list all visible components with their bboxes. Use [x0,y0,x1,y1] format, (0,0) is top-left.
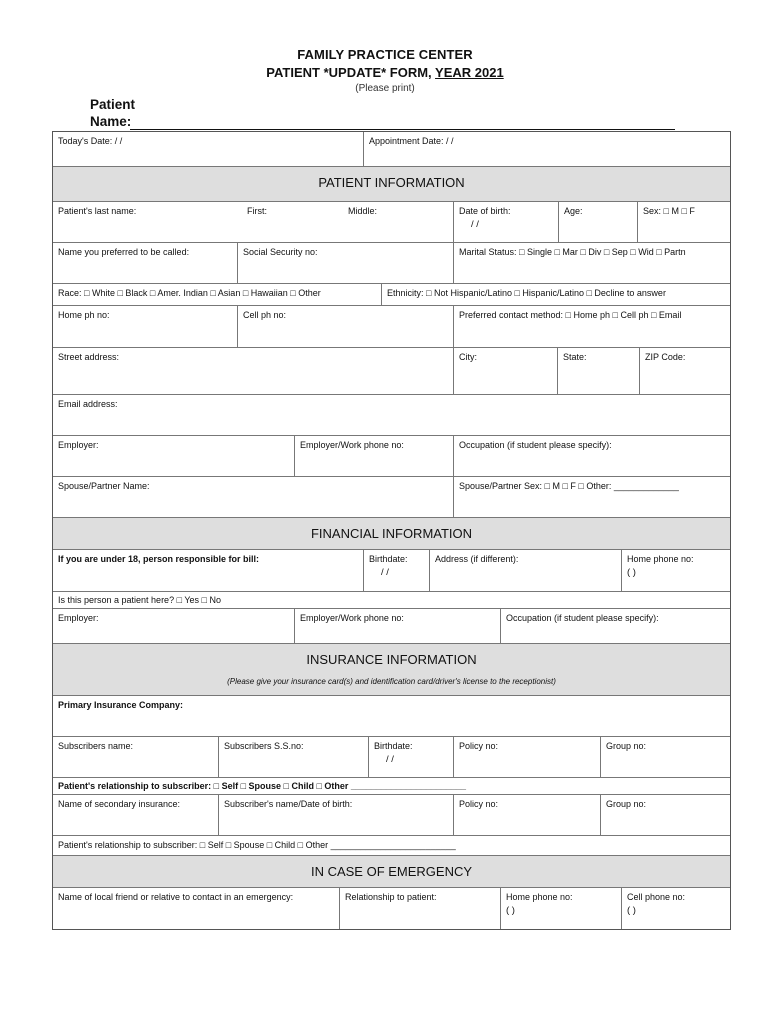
subscriber-ssn-field[interactable]: Subscribers S.S.no: [219,737,369,778]
responsible-home-phone-field[interactable] [622,550,730,592]
street-address-field[interactable]: Street address: [53,348,454,395]
insurance-note: (Please give your insurance card(s) and identification card/driver's license to the receptionist) [227,677,556,686]
secondary-subscriber-field[interactable]: Subscriber's name/Date of birth: [219,795,454,836]
responsible-party-field[interactable] [53,550,364,592]
please-print-note: (Please print) [355,83,415,94]
emergency-contact-name-field[interactable]: Name of local friend or relative to contact in an emergency: [53,888,340,929]
subscriber-birthdate-label: Birthdate: [374,741,413,751]
primary-relationship-checkboxes[interactable] [53,778,730,795]
ethnicity-checkboxes[interactable]: Ethnicity: □ Not Hispanic/Latino □ Hispanic/Latino □ Decline to answer [382,284,730,306]
responsible-home-phone-paren: ( ) [627,567,636,578]
patient-first-name-field[interactable]: First: [242,202,343,243]
emergency-cell-phone-label: Cell phone no: [627,892,686,902]
form-title: FAMILY PRACTICE CENTER [297,47,473,62]
group-number-field[interactable]: Group no: [601,737,730,778]
responsible-employer-field[interactable]: Employer: [53,609,295,644]
policy-number-field[interactable]: Policy no: [454,737,601,778]
responsible-birthdate-field[interactable] [364,550,430,592]
responsible-birthdate-label: Birthdate: [369,554,408,564]
patient-update-form [52,131,731,930]
todays-date-field[interactable]: Today's Date: / / [53,132,364,167]
responsible-occupation-field[interactable]: Occupation (if student please specify): [501,609,730,644]
form-subtitle [0,65,770,80]
patient-last-name-field[interactable]: Patient's last name: [53,202,242,243]
age-field[interactable]: Age: [559,202,638,243]
patient-information-heading: PATIENT INFORMATION [53,167,730,202]
responsible-party-label: If you are under 18, person responsible for bill: [58,554,260,564]
preferred-name-field[interactable]: Name you preferred to be called: [53,243,238,284]
secondary-insurance-name-field[interactable]: Name of secondary insurance: [53,795,219,836]
home-phone-field[interactable]: Home ph no: [53,306,238,348]
patient-middle-name-field[interactable]: Middle: [343,202,454,243]
patient-name-label-line1: Patient [90,97,136,112]
emergency-cell-phone-paren: ( ) [627,905,636,916]
zip-code-field[interactable]: ZIP Code: [640,348,730,395]
email-address-field[interactable]: Email address: [53,395,730,436]
secondary-group-number-field[interactable]: Group no: [601,795,730,836]
subscriber-birthdate-slashes: / / [386,754,394,765]
subscriber-birthdate-field[interactable] [369,737,454,778]
state-field[interactable]: State: [558,348,640,395]
secondary-policy-number-field[interactable]: Policy no: [454,795,601,836]
cell-phone-field[interactable]: Cell ph no: [238,306,454,348]
emergency-cell-phone-field[interactable] [622,888,730,929]
emergency-home-phone-field[interactable] [501,888,622,929]
primary-relationship-label: Patient's relationship to subscriber: □ Self □ Spouse □ Child □ Other _______________________ [58,781,467,791]
form-subtitle-prefix: PATIENT *UPDATE* FORM, [266,65,436,80]
emergency-home-phone-paren: ( ) [506,905,515,916]
is-patient-checkboxes[interactable]: Is this person a patient here? □ Yes □ No [53,592,730,609]
patient-name-field[interactable] [130,129,675,130]
responsible-address-field[interactable]: Address (if different): [430,550,622,592]
secondary-relationship-checkboxes[interactable]: Patient's relationship to subscriber: □ Self □ Spouse □ Child □ Other _________________________ [53,836,730,856]
date-of-birth-slashes: / / [471,219,479,230]
emergency-home-phone-label: Home phone no: [506,892,573,902]
emergency-relationship-field[interactable]: Relationship to patient: [340,888,501,929]
spouse-name-field[interactable]: Spouse/Partner Name: [53,477,454,518]
employer-field[interactable]: Employer: [53,436,295,477]
date-of-birth-field[interactable] [454,202,559,243]
sex-checkboxes[interactable]: Sex: □ M □ F [638,202,730,243]
patient-name-label-line2: Name: [90,114,132,129]
responsible-birthdate-slashes: / / [381,567,389,578]
subscriber-name-field[interactable]: Subscribers name: [53,737,219,778]
date-of-birth-label: Date of birth: [459,206,511,216]
city-field[interactable]: City: [454,348,558,395]
emergency-heading: IN CASE OF EMERGENCY [53,856,730,888]
marital-status-checkboxes[interactable]: Marital Status: □ Single □ Mar □ Div □ Sep □ Wid □ Partn [454,243,730,284]
insurance-heading-text: INSURANCE INFORMATION [306,652,477,667]
insurance-information-heading [53,644,730,696]
patient-name-label [90,96,135,130]
preferred-contact-checkboxes[interactable]: Preferred contact method: □ Home ph □ Cell ph □ Email [454,306,730,348]
race-checkboxes[interactable]: Race: □ White □ Black □ Amer. Indian □ Asian □ Hawaiian □ Other [53,284,382,306]
responsible-home-phone-label: Home phone no: [627,554,694,564]
responsible-employer-phone-field[interactable]: Employer/Work phone no: [295,609,501,644]
appointment-date-field[interactable]: Appointment Date: / / [364,132,730,167]
employer-phone-field[interactable]: Employer/Work phone no: [295,436,454,477]
financial-information-heading: FINANCIAL INFORMATION [53,518,730,550]
ssn-field[interactable]: Social Security no: [238,243,454,284]
primary-insurance-company-field[interactable] [53,696,730,737]
form-year: YEAR 2021 [435,65,504,80]
occupation-field[interactable]: Occupation (if student please specify): [454,436,730,477]
spouse-sex-checkboxes[interactable]: Spouse/Partner Sex: □ M □ F □ Other: _____________ [454,477,730,518]
primary-insurance-company-label: Primary Insurance Company: [58,700,184,710]
